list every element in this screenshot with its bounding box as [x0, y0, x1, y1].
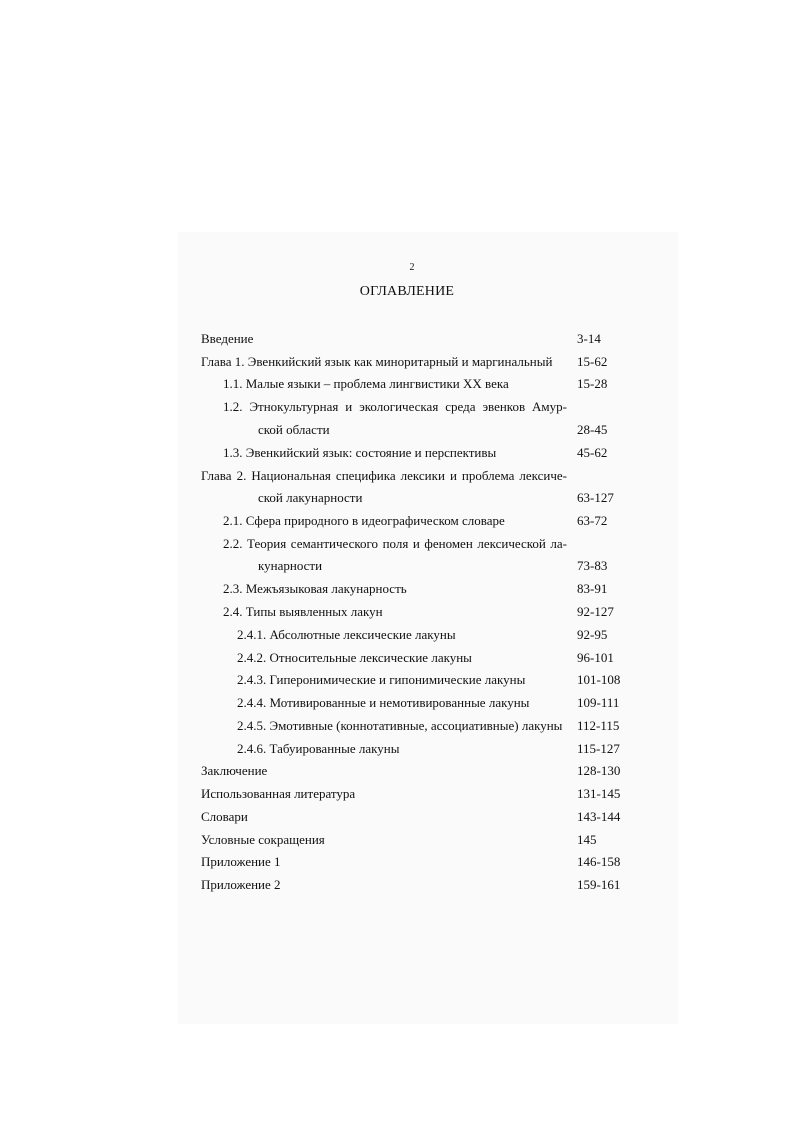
toc-entry-1-3: 1.3. Эвенкийский язык: состояние и перспективы [223, 445, 497, 460]
toc-pages: 115-127 [577, 741, 620, 756]
toc-pages: 15-28 [577, 376, 608, 391]
toc-pages: 109-111 [577, 695, 620, 710]
toc-entry-conclusion: Заключение [201, 763, 268, 778]
toc-entry-chapter-2: Глава 2. Национальная специфика лексики и проблема лексиче- [201, 468, 567, 483]
toc-entry-2-4-3: 2.4.3. Гиперонимические и гипонимические лакуны [237, 672, 526, 687]
toc-pages: 63-127 [577, 490, 614, 505]
toc-entry-chapter-2-cont: ской лакунарности [258, 490, 363, 505]
toc-entry-1-2-cont: ской области [258, 422, 330, 437]
toc-pages: 45-62 [577, 445, 608, 460]
toc-pages: 73-83 [577, 558, 608, 573]
toc-entry-appendix-1: Приложение 1 [201, 854, 281, 869]
toc-entry-2-2: 2.2. Теория семантического поля и феномен лексической ла- [223, 536, 567, 551]
toc-pages: 131-145 [577, 786, 621, 801]
toc-pages: 101-108 [577, 672, 621, 687]
toc-title: ОГЛАВЛЕНИЕ [359, 284, 455, 299]
toc-entry-2-2-cont: кунарности [258, 558, 323, 573]
toc-pages: 28-45 [577, 422, 608, 437]
toc-pages: 145 [577, 832, 597, 847]
toc-entry-chapter-1: Глава 1. Эвенкийский язык как миноритарный и маргинальный [201, 354, 553, 369]
toc-entry-2-4-4: 2.4.4. Мотивированные и немотивированные лакуны [237, 695, 530, 710]
toc-entry-intro: Введение [201, 331, 254, 346]
toc-entry-appendix-2: Приложение 2 [201, 877, 281, 892]
toc-pages: 92-127 [577, 604, 614, 619]
toc-pages: 96-101 [577, 650, 614, 665]
toc-entry-abbreviations: Условные сокращения [201, 832, 325, 847]
toc-pages: 112-115 [577, 718, 620, 733]
toc-pages: 143-144 [577, 809, 621, 824]
toc-pages: 159-161 [577, 877, 621, 892]
toc-pages: 128-130 [577, 763, 621, 778]
toc-entry-2-4-5: 2.4.5. Эмотивные (коннотативные, ассоциативные) лакуны [237, 718, 563, 733]
toc-entry-2-4-1: 2.4.1. Абсолютные лексические лакуны [237, 627, 456, 642]
toc-entry-2-4-6: 2.4.6. Табуированные лакуны [237, 741, 400, 756]
toc-pages: 15-62 [577, 354, 608, 369]
page-number: 2 [409, 262, 415, 273]
toc-pages: 83-91 [577, 581, 608, 596]
toc-entry-2-4: 2.4. Типы выявленных лакун [223, 604, 383, 619]
toc-pages: 146-158 [577, 854, 621, 869]
toc-entry-dictionaries: Словари [201, 809, 248, 824]
toc-pages: 63-72 [577, 513, 608, 528]
toc-entry-literature: Использованная литература [201, 786, 356, 801]
toc-entry-2-3: 2.3. Межъязыковая лакунарность [223, 581, 407, 596]
toc-pages: 92-95 [577, 627, 608, 642]
toc-entry-1-1: 1.1. Малые языки – проблема лингвистики XX века [223, 376, 509, 391]
toc-entry-2-4-2: 2.4.2. Относительные лексические лакуны [237, 650, 472, 665]
toc-pages: 3-14 [577, 331, 601, 346]
toc-entry-1-2: 1.2. Этнокультурная и экологическая среда эвенков Амур- [223, 399, 567, 414]
toc-entry-2-1: 2.1. Сфера природного в идеографическом словаре [223, 513, 505, 528]
